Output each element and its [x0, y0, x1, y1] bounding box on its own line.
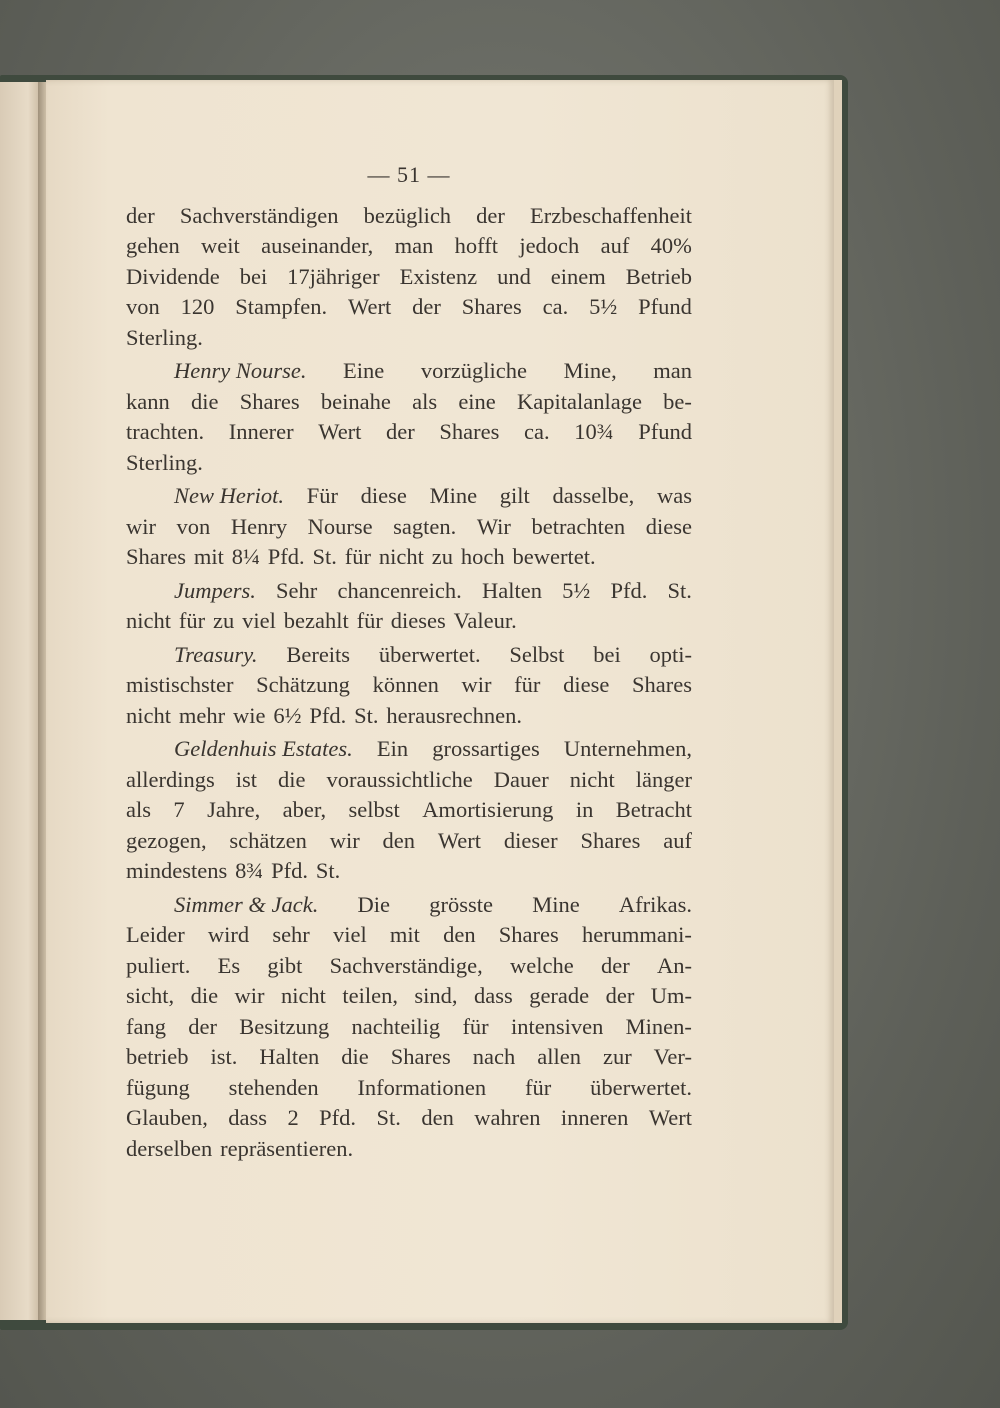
text-line: Shares mit 8¼ Pfd. St. für nicht zu hoch bewertet. [126, 544, 596, 569]
text-line: Sterling. [126, 324, 203, 350]
text-line: allerdings ist die voraussichtliche Dauer nicht länger [126, 766, 692, 792]
text-line: von 120 Stampfen. Wert der Shares ca. 5½ Pfund [126, 294, 692, 319]
paragraph [126, 201, 692, 354]
paragraph-lead: Simmer & Jack. [174, 891, 319, 917]
paragraph-lead: Geldenhuis Estates. [174, 736, 353, 761]
paragraph [126, 890, 692, 1165]
page-text [126, 160, 692, 1167]
text-line: derselben repräsentieren. [126, 1135, 354, 1161]
paragraph [126, 576, 692, 637]
text-line: Simmer & Jack. Die grösste Mine Afrikas. [126, 890, 692, 921]
text-line: gehen weit auseinander, man hofft jedoch auf 40% [126, 233, 692, 258]
text-line: mistischster Schätzung können wir für diese Shares [126, 672, 692, 697]
text-line: als 7 Jahre, aber, selbst Amortisierung in Betracht [126, 797, 692, 822]
text-line: fang der Besitzung nachteilig für intensiven Minen- [126, 1013, 692, 1039]
text-line: betrieb ist. Halten die Shares nach allen zur Ver- [126, 1044, 692, 1069]
text-line: Sterling. [126, 449, 203, 475]
text-line: sicht, die wir nicht teilen, sind, dass gerade der Um- [126, 983, 692, 1008]
text-line: Treasury. Bereits überwertet. Selbst bei opti- [126, 640, 692, 671]
text-line: New Heriot. Für diese Mine gilt dasselbe, was [126, 481, 692, 512]
text-line: Glauben, dass 2 Pfd. St. den wahren inneren Wert [126, 1105, 692, 1130]
paragraph [126, 481, 692, 573]
paragraph [126, 356, 692, 478]
text-line: nicht mehr wie 6½ Pfd. St. herausrechnen. [126, 702, 522, 728]
page-body [126, 201, 692, 1168]
text-line: puliert. Es gibt Sachverständige, welche der An- [126, 952, 692, 978]
text-line: nicht für zu viel bezahlt für dieses Valeur. [126, 608, 517, 633]
text-line: trachten. Innerer Wert der Shares ca. 10¾ Pfund [126, 419, 692, 444]
text-line: der Sachverständigen bezüglich der Erzbeschaffenheit [126, 202, 692, 228]
text-line: Geldenhuis Estates. Ein grossartiges Unternehmen, [126, 734, 692, 765]
text-line: kann die Shares beinahe als eine Kapitalanlage be- [126, 388, 692, 414]
paragraph [126, 640, 692, 732]
page-number: — 51 — [367, 162, 451, 187]
text-line: Jumpers. Sehr chancenreich. Halten 5½ Pfd. St. [126, 576, 692, 607]
paragraph-lead: Henry Nourse. [174, 358, 307, 383]
text-line: Henry Nourse. Eine vorzügliche Mine, man [126, 356, 692, 387]
text-line: Dividende bei 17jähriger Existenz und einem Betrieb [126, 263, 692, 289]
text-line: mindestens 8¾ Pfd. St. [126, 858, 341, 883]
paragraph-lead: New Heriot. [174, 483, 284, 508]
text-line: fügung stehenden Informationen für überwertet. [126, 1074, 692, 1100]
paragraph [126, 734, 692, 887]
left-page-edge [0, 82, 40, 1320]
paragraph-lead: Jumpers. [174, 577, 256, 603]
text-line: Leider wird sehr viel mit den Shares herummani- [126, 922, 692, 947]
text-line: gezogen, schätzen wir den Wert dieser Shares auf [126, 827, 692, 853]
paragraph-lead: Treasury. [174, 641, 258, 667]
text-line: wir von Henry Nourse sagten. Wir betrachten diese [126, 513, 692, 539]
